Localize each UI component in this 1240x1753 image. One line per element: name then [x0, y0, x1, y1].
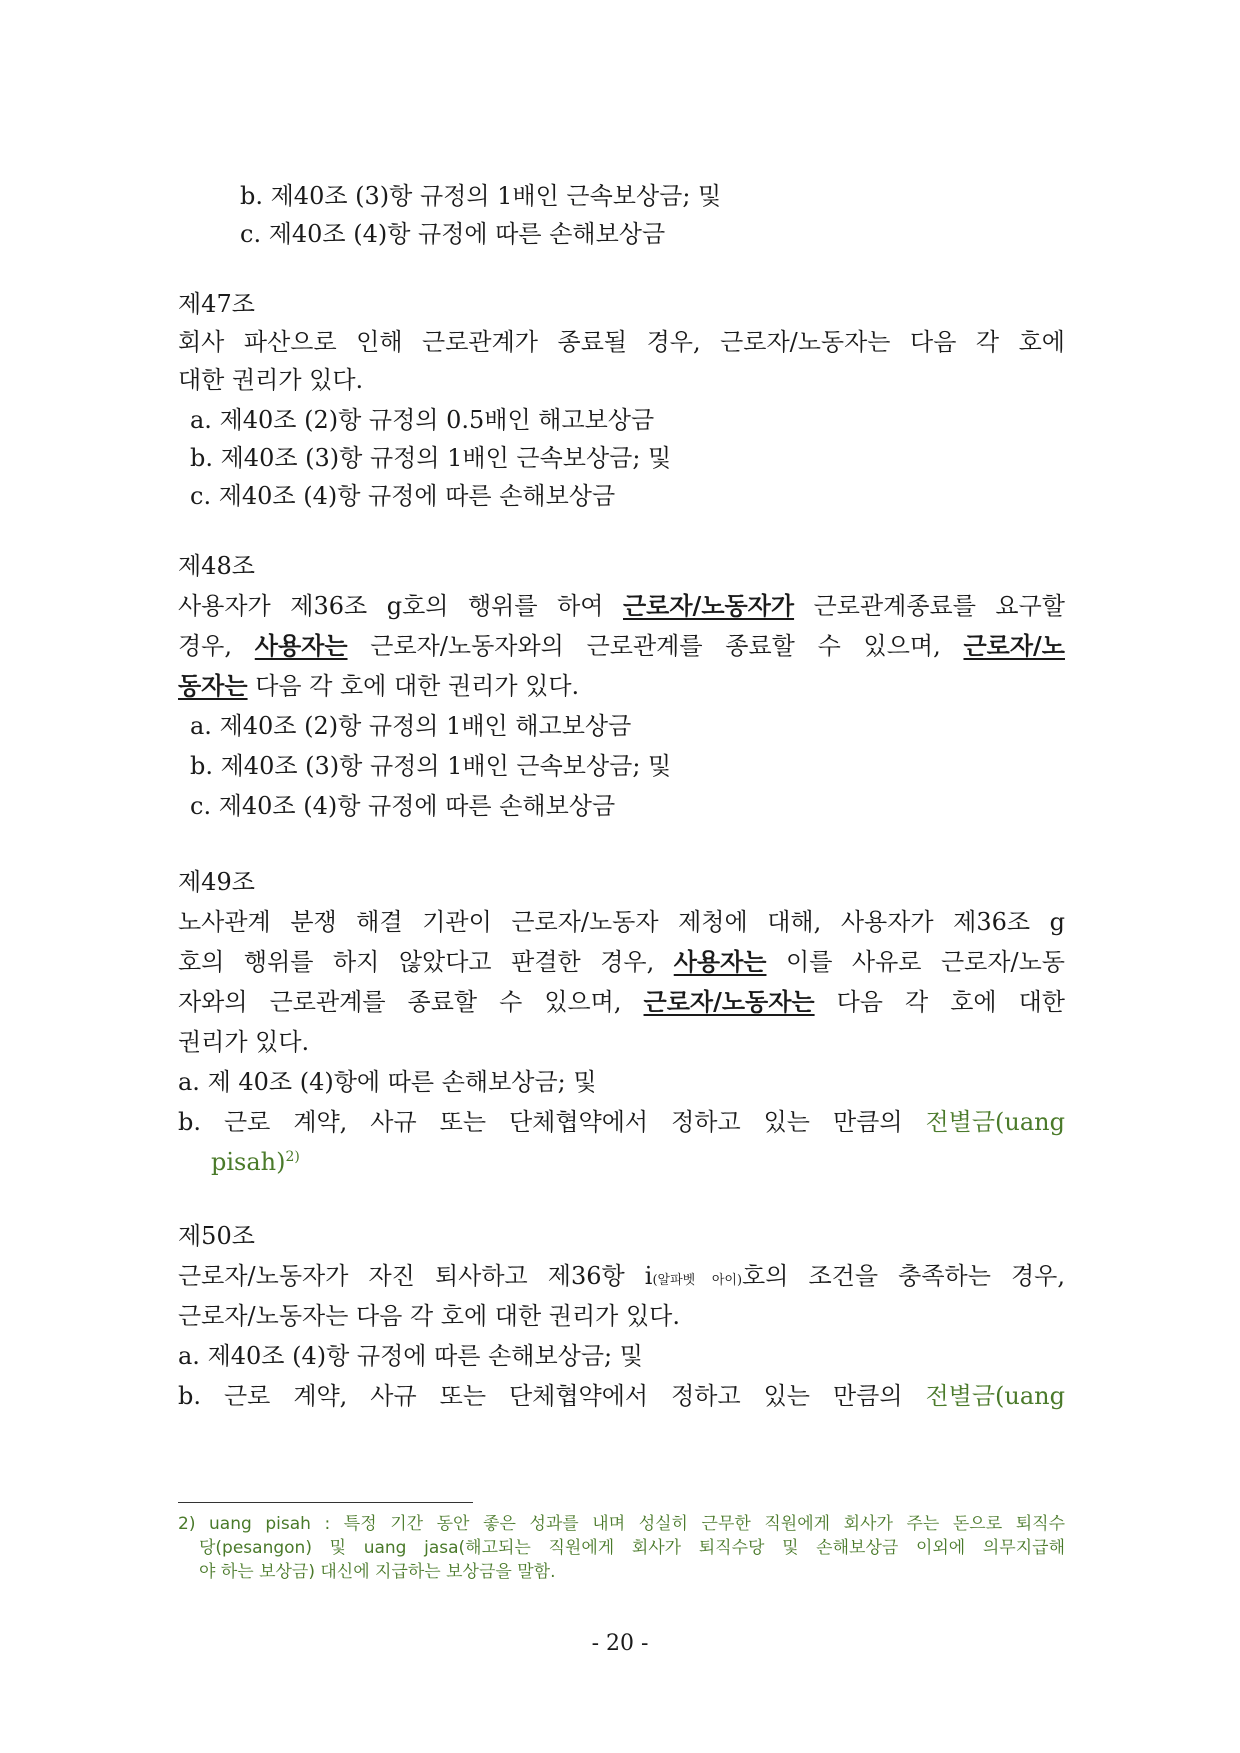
list-item: a. 제40조 (2)항 규정의 1배인 해고보상금: [190, 712, 632, 740]
list-item: a. 제40조 (4)항 규정에 따른 손해보상금; 및: [178, 1342, 643, 1370]
paragraph-line: [178, 1256, 1065, 1301]
footnote-line: 야 하는 보상금) 대신에 지급하는 보상금을 말함.: [199, 1562, 556, 1582]
text-run: 경우,: [178, 632, 255, 660]
text-run: 근로자/노동자와의 근로관계를 종료할 수 있으며,: [347, 632, 964, 660]
paragraph-line: 노사관계 분쟁 해결 기관이 근로자/노동자 제청에 대해, 사용자가 제36조 g: [178, 908, 1065, 936]
paragraph-line: [178, 666, 1065, 706]
list-item: [178, 1102, 1065, 1142]
list-item: b. 제40조 (3)항 규정의 1배인 근속보상금; 및: [240, 182, 722, 210]
text-run: 호의 행위를 하지 않았다고 판결한 경우,: [178, 948, 674, 976]
footnote-line: 당(pesangon) 및 uang jasa(해고되는 직원에게 회사가 퇴직수당 및 손해보상금 이외에 의무지급해: [199, 1538, 1065, 1558]
list-item: b. 제40조 (3)항 규정의 1배인 근속보상금; 및: [190, 752, 672, 780]
highlighted-term: 전별금(uang: [925, 1108, 1065, 1136]
text-run: 자와의 근로관계를 종료할 수 있으며,: [178, 988, 644, 1016]
paragraph-line: 권리가 있다.: [178, 1028, 310, 1056]
article-heading: 제50조: [178, 1222, 255, 1250]
emphasized-text: 사용자는: [254, 631, 348, 660]
list-item-continuation: [211, 1142, 1065, 1182]
text-run: 근로자/노동자가 자진 퇴사하고 제36항 i: [178, 1262, 653, 1290]
paragraph-line: 근로자/노동자는 다음 각 호에 대한 권리가 있다.: [178, 1302, 680, 1330]
paragraph-line: 대한 권리가 있다.: [178, 366, 364, 394]
footnote-line: 2) uang pisah : 특정 기간 동안 좋은 성과를 내며 성실히 근무한 직원에게 회사가 주는 돈으로 퇴직수: [178, 1514, 1065, 1534]
list-item: [178, 1376, 1065, 1416]
emphasized-text: 근로자/노: [963, 631, 1065, 660]
text-run: 근로관계종료를 요구할: [794, 592, 1065, 620]
annotation-text: (알파벳 아이): [652, 1273, 743, 1288]
text-run: 다음 각 호에 대한 권리가 있다.: [247, 672, 580, 700]
paragraph-line: [178, 982, 1065, 1022]
text-run: 이를 사유로 근로자/노동: [766, 948, 1065, 976]
emphasized-text: 근로자/노동자는: [643, 987, 815, 1016]
list-item: b. 제40조 (3)항 규정의 1배인 근속보상금; 및: [190, 444, 672, 472]
footnote-divider: [178, 1502, 473, 1503]
emphasized-text: 근로자/노동자가: [623, 591, 795, 620]
text-run: b. 근로 계약, 사규 또는 단체협약에서 정하고 있는 만큼의: [178, 1108, 926, 1136]
highlighted-term: pisah): [211, 1148, 286, 1176]
list-item: a. 제40조 (2)항 규정의 0.5배인 해고보상금: [190, 406, 655, 434]
highlighted-term: 전별금(uang: [925, 1382, 1065, 1410]
page-number: - 20 -: [591, 1631, 649, 1656]
article-heading: 제47조: [178, 290, 255, 318]
text-run: 호의 조건을 충족하는 경우,: [742, 1262, 1065, 1290]
article-heading: 제48조: [178, 552, 255, 580]
emphasized-text: 사용자는: [673, 947, 767, 976]
list-item: c. 제40조 (4)항 규정에 따른 손해보상금: [190, 482, 616, 510]
emphasized-text: 동자는: [178, 671, 248, 700]
footnote-reference[interactable]: 2): [285, 1149, 300, 1165]
paragraph-line: [178, 626, 1065, 666]
paragraph-line: [178, 942, 1065, 982]
text-run: 다음 각 호에 대한: [814, 988, 1065, 1016]
list-item: c. 제40조 (4)항 규정에 따른 손해보상금: [190, 792, 616, 820]
paragraph-line: 회사 파산으로 인해 근로관계가 종료될 경우, 근로자/노동자는 다음 각 호에: [178, 328, 1065, 356]
text-run: 사용자가 제36조 g호의 행위를 하여: [178, 592, 623, 620]
list-item: c. 제40조 (4)항 규정에 따른 손해보상금: [240, 220, 666, 248]
article-heading: 제49조: [178, 868, 255, 896]
text-run: b. 근로 계약, 사규 또는 단체협약에서 정하고 있는 만큼의: [178, 1382, 926, 1410]
paragraph-line: [178, 586, 1065, 626]
list-item: a. 제 40조 (4)항에 따른 손해보상금; 및: [178, 1068, 597, 1096]
